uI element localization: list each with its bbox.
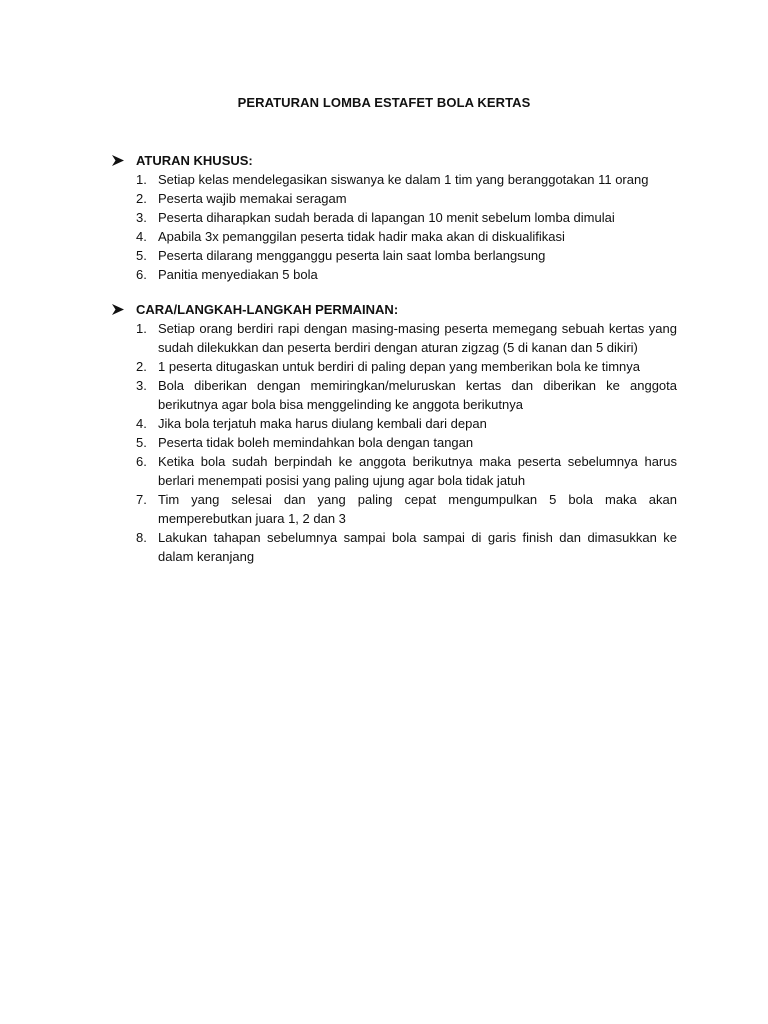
arrowhead-bullet-icon (112, 151, 136, 170)
list-item-text: Apabila 3x pemanggilan peserta tidak hadir maka akan di diskualifikasi (158, 229, 565, 244)
list-item (112, 246, 677, 265)
list-item-number: 4. (136, 229, 147, 244)
list-item-number: 5. (136, 435, 147, 450)
list-item-text: Setiap orang berdiri rapi dengan masing-masing peserta memegang sebuah kertas yang sudah dilekukkan dan peserta berdiri dengan aturan zigzag (5 di kanan dan 5 dikiri) (158, 321, 677, 355)
list-item (112, 376, 677, 414)
list-item-text: Setiap kelas mendelegasikan siswanya ke dalam 1 tim yang beranggotakan 11 orang (158, 172, 649, 187)
list-item-number: 6. (136, 267, 147, 282)
list-item-number: 5. (136, 248, 147, 263)
numbered-list (112, 170, 677, 284)
section-heading (112, 151, 677, 170)
list-item-number: 4. (136, 416, 147, 431)
list-item-text: Jika bola terjatuh maka harus diulang kembali dari depan (158, 416, 487, 431)
list-item (112, 452, 677, 490)
section-heading (112, 300, 677, 319)
list-item (112, 433, 677, 452)
list-item (112, 490, 677, 528)
list-item-text: Panitia menyediakan 5 bola (158, 267, 318, 282)
list-item-text: Bola diberikan dengan memiringkan/meluruskan kertas dan diberikan ke anggota berikutnya agar bola bisa menggelinding ke anggota berikutnya (158, 378, 677, 412)
list-item-text: Lakukan tahapan sebelumnya sampai bola sampai di garis finish dan dimasukkan ke dalam keranjang (158, 530, 677, 564)
numbered-list (112, 319, 677, 566)
section-heading-label: ATURAN KHUSUS: (136, 153, 253, 168)
list-item (112, 208, 677, 227)
list-item (112, 528, 677, 566)
section-cara-permainan (112, 300, 677, 566)
list-item (112, 227, 677, 246)
list-item-number: 8. (136, 530, 147, 545)
list-item-text: 1 peserta ditugaskan untuk berdiri di paling depan yang memberikan bola ke timnya (158, 359, 641, 374)
list-item-number: 1. (136, 321, 147, 336)
list-item-text: Peserta wajib memakai seragam (158, 191, 347, 206)
list-item-text: Ketika bola sudah berpindah ke anggota berikutnya maka peserta sebelumnya harus berlari menempati posisi yang paling ujung agar bola tidak jatuh (158, 454, 677, 488)
list-item-text: Tim yang selesai dan yang paling cepat mengumpulkan 5 bola maka akan memperebutkan juara 1, 2 dan 3 (158, 492, 677, 526)
list-item (112, 414, 677, 433)
list-item (112, 319, 677, 357)
section-aturan-khusus (112, 151, 677, 284)
list-item-number: 6. (136, 454, 147, 469)
list-item-number: 7. (136, 492, 147, 507)
document-title: PERATURAN LOMBA ESTAFET BOLA KERTAS (237, 95, 531, 110)
list-item-text: Peserta tidak boleh memindahkan bola dengan tangan (158, 435, 474, 450)
list-item-number: 3. (136, 210, 147, 225)
list-item-number: 2. (136, 191, 147, 206)
section-heading-label: CARA/LANGKAH-LANGKAH PERMAINAN: (136, 302, 399, 317)
list-item (112, 170, 677, 189)
list-item-text: Peserta dilarang mengganggu peserta lain saat lomba berlangsung (158, 248, 546, 263)
list-item (112, 189, 677, 208)
list-item (112, 357, 677, 376)
arrowhead-bullet-icon (112, 300, 136, 319)
list-item-number: 3. (136, 378, 147, 393)
list-item-number: 1. (136, 172, 147, 187)
list-item-number: 2. (136, 359, 147, 374)
list-item-text: Peserta diharapkan sudah berada di lapangan 10 menit sebelum lomba dimulai (158, 210, 615, 225)
list-item (112, 265, 677, 284)
